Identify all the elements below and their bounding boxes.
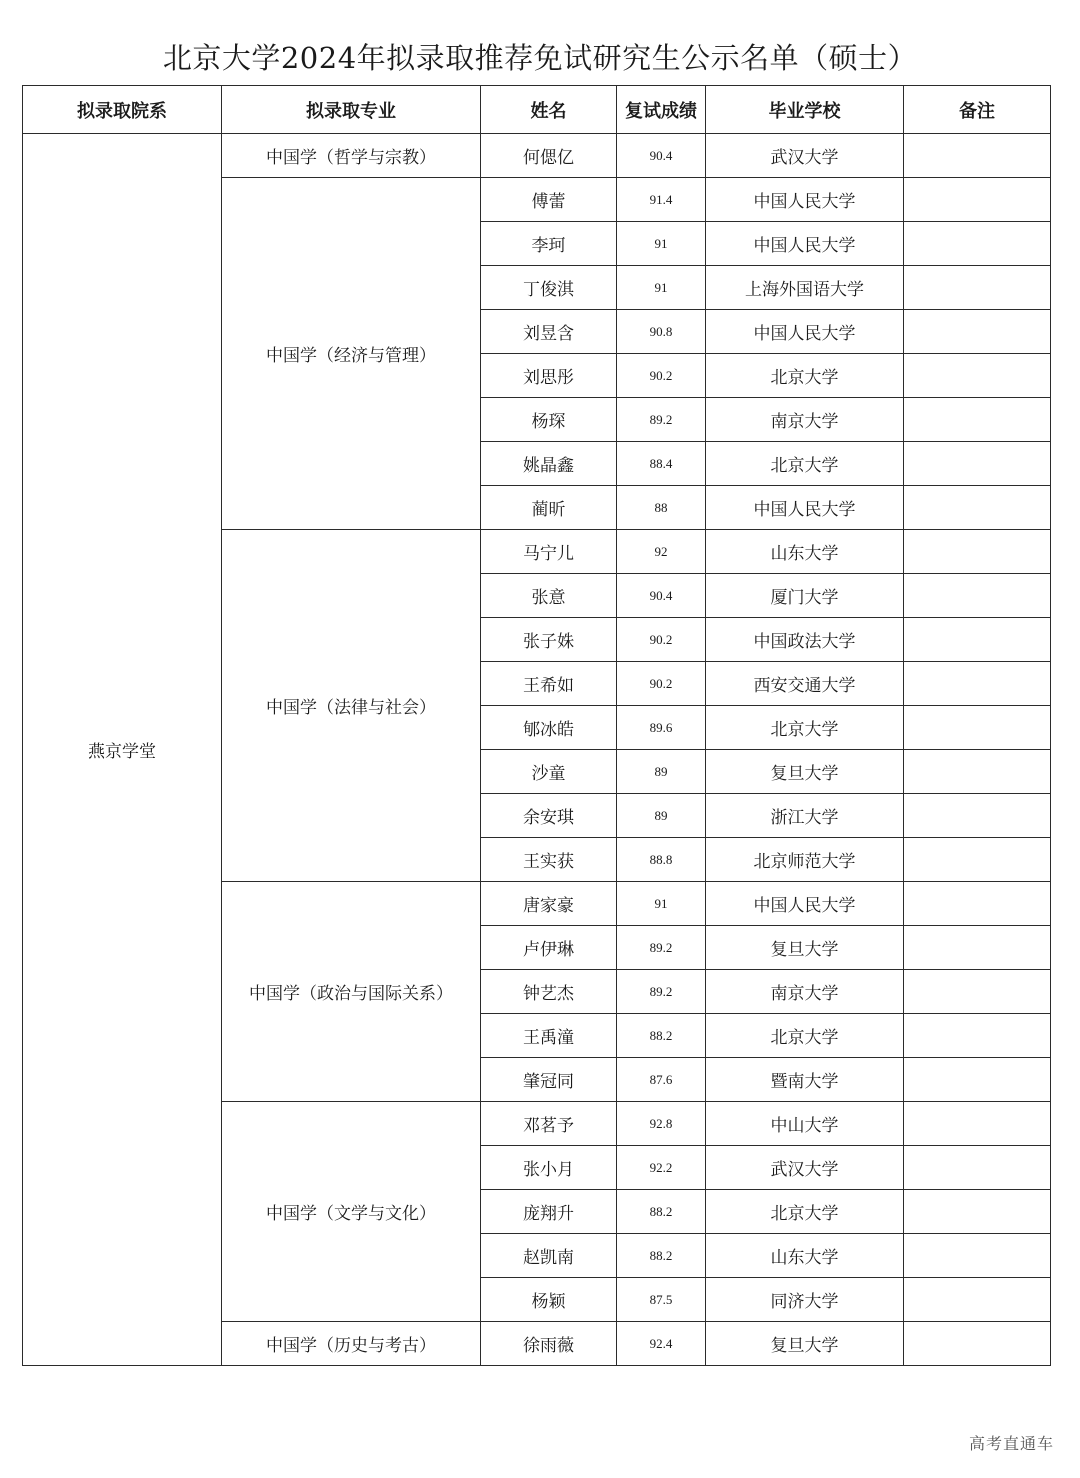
header-major: 拟录取专业: [222, 86, 481, 134]
department-cell: 燕京学堂: [23, 134, 222, 1366]
score-cell: 91: [617, 882, 706, 926]
remark-cell: [904, 1102, 1051, 1146]
major-cell: 中国学（哲学与宗教）: [222, 134, 481, 178]
score-cell: 92.4: [617, 1322, 706, 1366]
remark-cell: [904, 398, 1051, 442]
name-cell: 蔺昕: [481, 486, 617, 530]
remark-cell: [904, 882, 1051, 926]
remark-cell: [904, 1058, 1051, 1102]
score-cell: 88.2: [617, 1234, 706, 1278]
remark-cell: [904, 1014, 1051, 1058]
name-cell: 赵凯南: [481, 1234, 617, 1278]
school-cell: 中国人民大学: [706, 310, 904, 354]
school-cell: 中国政法大学: [706, 618, 904, 662]
score-cell: 91: [617, 266, 706, 310]
remark-cell: [904, 354, 1051, 398]
name-cell: 唐家豪: [481, 882, 617, 926]
school-cell: 复旦大学: [706, 750, 904, 794]
name-cell: 王希如: [481, 662, 617, 706]
school-cell: 中山大学: [706, 1102, 904, 1146]
header-name: 姓名: [481, 86, 617, 134]
school-cell: 南京大学: [706, 970, 904, 1014]
name-cell: 钟艺杰: [481, 970, 617, 1014]
name-cell: 何偲亿: [481, 134, 617, 178]
remark-cell: [904, 574, 1051, 618]
admission-table: [22, 85, 1051, 1366]
table-body: [23, 134, 1051, 1366]
school-cell: 厦门大学: [706, 574, 904, 618]
name-cell: 庞翔升: [481, 1190, 617, 1234]
page-title: 北京大学2024年拟录取推荐免试研究生公示名单（硕士）: [162, 41, 918, 75]
school-cell: 中国人民大学: [706, 178, 904, 222]
score-cell: 92.2: [617, 1146, 706, 1190]
school-cell: 北京大学: [706, 354, 904, 398]
header-row: [23, 86, 1051, 134]
major-cell: 中国学（政治与国际关系）: [222, 882, 481, 1102]
remark-cell: [904, 1146, 1051, 1190]
score-cell: 90.4: [617, 574, 706, 618]
name-cell: 刘思彤: [481, 354, 617, 398]
score-cell: 90.2: [617, 354, 706, 398]
table-row: [23, 134, 1051, 178]
score-cell: 92.8: [617, 1102, 706, 1146]
major-cell: 中国学（法律与社会）: [222, 530, 481, 882]
school-cell: 北京大学: [706, 442, 904, 486]
name-cell: 卢伊琳: [481, 926, 617, 970]
score-cell: 92: [617, 530, 706, 574]
school-cell: 复旦大学: [706, 926, 904, 970]
school-cell: 中国人民大学: [706, 486, 904, 530]
school-cell: 中国人民大学: [706, 222, 904, 266]
score-cell: 88.4: [617, 442, 706, 486]
school-cell: 北京大学: [706, 1190, 904, 1234]
header-school: 毕业学校: [706, 86, 904, 134]
name-cell: 余安琪: [481, 794, 617, 838]
header-remark: 备注: [904, 86, 1051, 134]
score-cell: 87.6: [617, 1058, 706, 1102]
major-cell: 中国学（文学与文化）: [222, 1102, 481, 1322]
score-cell: 90.8: [617, 310, 706, 354]
school-cell: 北京大学: [706, 706, 904, 750]
table-header: [23, 86, 1051, 134]
remark-cell: [904, 838, 1051, 882]
name-cell: 张小月: [481, 1146, 617, 1190]
name-cell: 马宁儿: [481, 530, 617, 574]
name-cell: 王禹潼: [481, 1014, 617, 1058]
score-cell: 88.8: [617, 838, 706, 882]
school-cell: 武汉大学: [706, 1146, 904, 1190]
school-cell: 同济大学: [706, 1278, 904, 1322]
remark-cell: [904, 1234, 1051, 1278]
school-cell: 中国人民大学: [706, 882, 904, 926]
score-cell: 88: [617, 486, 706, 530]
name-cell: 杨琛: [481, 398, 617, 442]
school-cell: 武汉大学: [706, 134, 904, 178]
remark-cell: [904, 618, 1051, 662]
major-cell: 中国学（历史与考古）: [222, 1322, 481, 1366]
name-cell: 沙童: [481, 750, 617, 794]
name-cell: 张意: [481, 574, 617, 618]
score-cell: 89: [617, 794, 706, 838]
remark-cell: [904, 926, 1051, 970]
remark-cell: [904, 134, 1051, 178]
score-cell: 90.4: [617, 134, 706, 178]
school-cell: 山东大学: [706, 530, 904, 574]
score-cell: 90.2: [617, 618, 706, 662]
score-cell: 89.2: [617, 926, 706, 970]
remark-cell: [904, 706, 1051, 750]
school-cell: 复旦大学: [706, 1322, 904, 1366]
remark-cell: [904, 662, 1051, 706]
remark-cell: [904, 442, 1051, 486]
score-cell: 91.4: [617, 178, 706, 222]
name-cell: 傅蕾: [481, 178, 617, 222]
remark-cell: [904, 1190, 1051, 1234]
name-cell: 王实获: [481, 838, 617, 882]
remark-cell: [904, 310, 1051, 354]
header-score: 复试成绩: [617, 86, 706, 134]
school-cell: 西安交通大学: [706, 662, 904, 706]
name-cell: 丁俊淇: [481, 266, 617, 310]
score-cell: 89.2: [617, 970, 706, 1014]
name-cell: 肇冠同: [481, 1058, 617, 1102]
score-cell: 89.6: [617, 706, 706, 750]
remark-cell: [904, 486, 1051, 530]
score-cell: 87.5: [617, 1278, 706, 1322]
name-cell: 杨颖: [481, 1278, 617, 1322]
score-cell: 88.2: [617, 1190, 706, 1234]
remark-cell: [904, 266, 1051, 310]
name-cell: 徐雨薇: [481, 1322, 617, 1366]
school-cell: 北京大学: [706, 1014, 904, 1058]
name-cell: 邓茗予: [481, 1102, 617, 1146]
remark-cell: [904, 178, 1051, 222]
remark-cell: [904, 750, 1051, 794]
name-cell: 郇冰皓: [481, 706, 617, 750]
score-cell: 89: [617, 750, 706, 794]
remark-cell: [904, 222, 1051, 266]
name-cell: 张子姝: [481, 618, 617, 662]
remark-cell: [904, 1322, 1051, 1366]
name-cell: 姚晶鑫: [481, 442, 617, 486]
score-cell: 91: [617, 222, 706, 266]
school-cell: 暨南大学: [706, 1058, 904, 1102]
score-cell: 90.2: [617, 662, 706, 706]
remark-cell: [904, 1278, 1051, 1322]
remark-cell: [904, 970, 1051, 1014]
school-cell: 上海外国语大学: [706, 266, 904, 310]
header-department: 拟录取院系: [23, 86, 222, 134]
name-cell: 刘昱含: [481, 310, 617, 354]
score-cell: 89.2: [617, 398, 706, 442]
score-cell: 88.2: [617, 1014, 706, 1058]
remark-cell: [904, 794, 1051, 838]
school-cell: 浙江大学: [706, 794, 904, 838]
name-cell: 李珂: [481, 222, 617, 266]
major-cell: 中国学（经济与管理）: [222, 178, 481, 530]
school-cell: 山东大学: [706, 1234, 904, 1278]
school-cell: 北京师范大学: [706, 838, 904, 882]
school-cell: 南京大学: [706, 398, 904, 442]
remark-cell: [904, 530, 1051, 574]
watermark: 高考直通车: [968, 1434, 1054, 1453]
